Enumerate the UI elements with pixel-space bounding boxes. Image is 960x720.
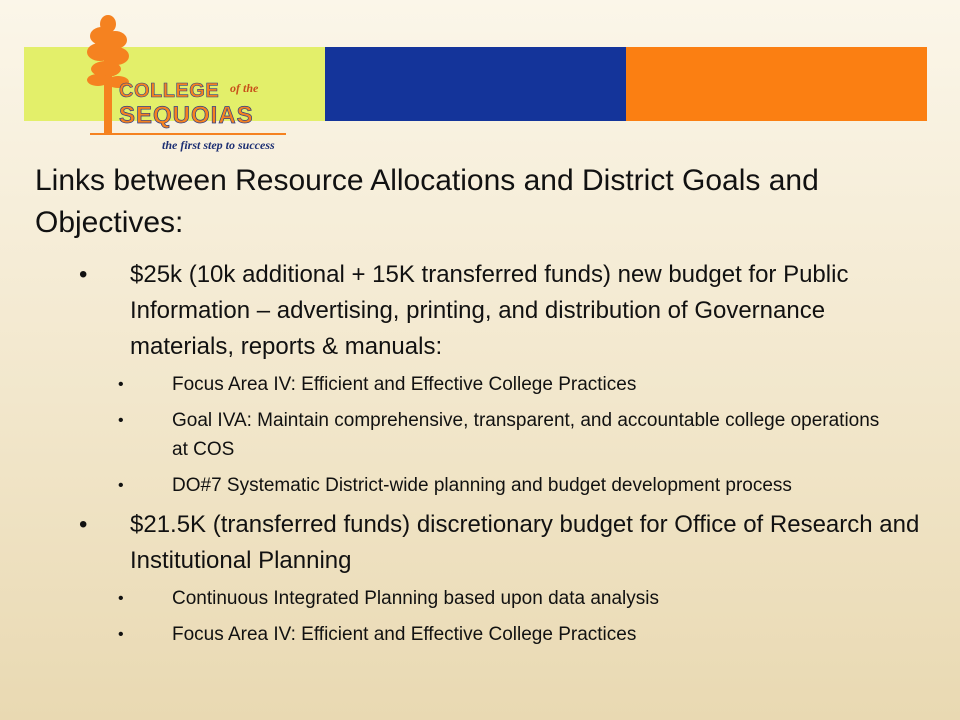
sub-bullet-text: Focus Area IV: Efficient and Effective College Practices	[172, 374, 637, 395]
bullet-icon: •	[118, 412, 124, 429]
college-logo	[82, 14, 297, 154]
bullet-icon: •	[118, 376, 124, 393]
slide-title: Links between Resource Allocations and District Goals and Objectives:	[35, 164, 819, 239]
sub-bullet-item	[0, 406, 960, 464]
logo-tagline: the first step to success	[162, 138, 275, 152]
sub-bullet-item	[0, 584, 960, 613]
sub-bullet-item	[0, 471, 960, 500]
bullet-item	[0, 257, 960, 365]
sub-bullet-text: Focus Area IV: Efficient and Effective College Practices	[172, 624, 637, 645]
bullet-text: $25k (10k additional + 15K transferred funds) new budget for Public Information – advertising, printing, and distribution of Governance materials, reports & manuals:	[130, 261, 849, 360]
sub-bullet-text: Goal IVA: Maintain comprehensive, transparent, and accountable college operations at COS	[172, 410, 880, 460]
bullet-list	[0, 257, 960, 656]
banner-band-orange	[626, 47, 927, 121]
bullet-icon: •	[79, 511, 88, 538]
sub-bullet-text: Continuous Integrated Planning based upon data analysis	[172, 588, 659, 609]
bullet-icon: •	[118, 626, 124, 643]
logo-college-text: COLLEGE	[119, 80, 220, 102]
bullet-text: $21.5K (transferred funds) discretionary budget for Office of Research and Institutional Planning	[130, 511, 920, 574]
bullet-item	[0, 507, 960, 579]
bullet-icon: •	[79, 261, 88, 288]
bullet-icon: •	[118, 590, 124, 607]
logo-of-the-text: of the	[230, 81, 259, 95]
banner-band-blue	[325, 47, 626, 121]
sub-bullet-item	[0, 620, 960, 649]
sub-bullet-item	[0, 370, 960, 399]
sub-bullet-text: DO#7 Systematic District-wide planning and budget development process	[172, 475, 792, 496]
bullet-icon: •	[118, 477, 124, 494]
logo-underline	[90, 133, 286, 135]
logo-sequoias-text: SEQUOIAS	[119, 102, 254, 129]
